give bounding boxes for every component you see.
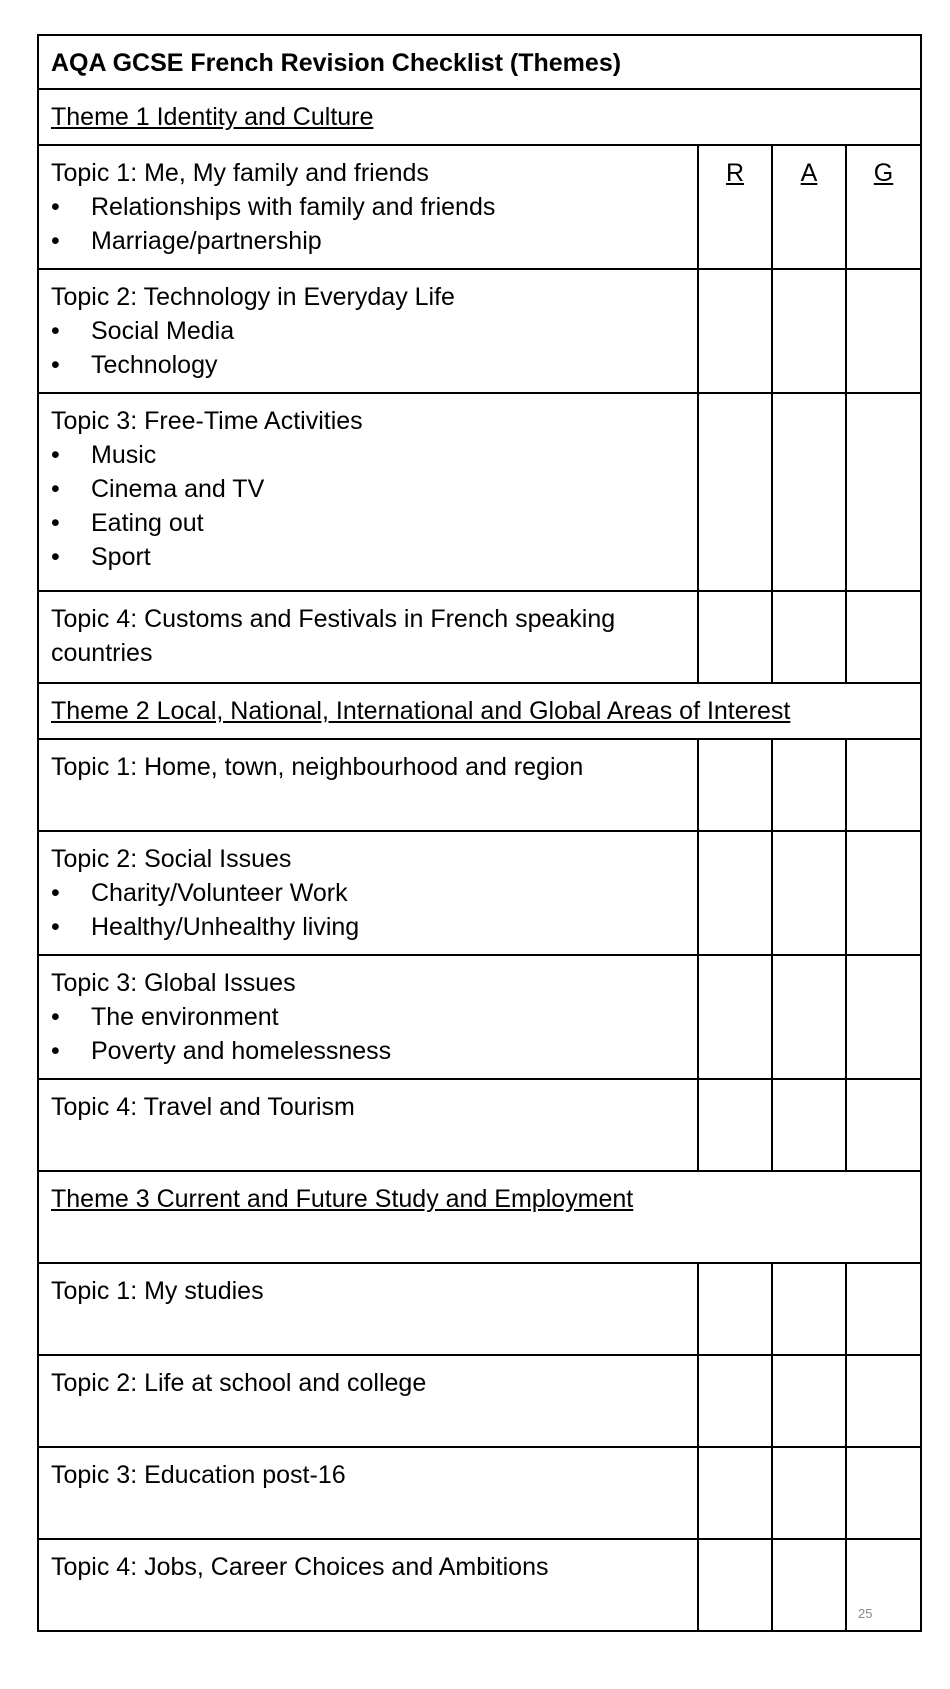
rag-header-green [846,145,921,269]
topic-title: Topic 4: Jobs, Career Choices and Ambitions [51,1553,549,1581]
topic-row [38,955,921,1079]
theme-heading-row [38,1171,921,1263]
rag-cell-red[interactable] [698,269,772,393]
rag-header-amber [772,145,846,269]
rag-cell-green[interactable] [846,1263,921,1355]
rag-header-red [698,145,772,269]
topic-bullet: • Social Media [51,314,685,348]
topic-row [38,831,921,955]
rag-cell-red[interactable] [698,739,772,831]
topic-bullet: • Eating out [51,506,685,540]
topic-row [38,269,921,393]
title-cell [38,35,921,89]
topic-cell [38,1355,698,1447]
topic-cell [38,393,698,591]
topic-cell [38,831,698,955]
topic-row [38,393,921,591]
topic-title: Topic 3: Education post-16 [51,1461,346,1489]
page-number: 25 [858,1606,873,1621]
title-row [38,35,921,89]
topic-title: Topic 2: Social Issues [51,845,292,873]
topic-title: Topic 2: Technology in Everyday Life [51,283,455,311]
revision-checklist-table [37,34,922,1632]
topic-bullet: • Sport [51,540,685,574]
topic-bullet-list [51,1000,685,1068]
rag-cell-green[interactable] [846,955,921,1079]
topic-title: Topic 2: Life at school and college [51,1369,427,1397]
topic-title: Topic 1: Home, town, neighbourhood and region [51,753,584,781]
rag-cell-amber[interactable] [772,1447,846,1539]
theme3-heading-cell [38,1171,921,1263]
rag-header-r-label: R [725,159,745,187]
rag-cell-red[interactable] [698,1263,772,1355]
rag-cell-green[interactable] [846,591,921,683]
topic-bullet-list [51,438,685,574]
rag-cell-red[interactable] [698,393,772,591]
topic-cell [38,269,698,393]
rag-cell-red[interactable] [698,591,772,683]
theme3-heading: Theme 3 Current and Future Study and Employment [51,1185,634,1213]
topic-title: Topic 3: Free-Time Activities [51,407,363,435]
rag-cell-amber[interactable] [772,269,846,393]
topic-bullet: • Marriage/partnership [51,224,685,258]
rag-cell-green[interactable] [846,393,921,591]
topic-title: Topic 3: Global Issues [51,969,296,997]
topic-title: Topic 4: Travel and Tourism [51,1093,355,1121]
rag-cell-green[interactable] [846,1355,921,1447]
topic-bullet-list [51,876,685,944]
theme1-heading-cell [38,89,921,145]
rag-header-g-label: G [873,159,894,187]
topic-bullet-list [51,314,685,382]
theme2-heading: Theme 2 Local, National, International and Global Areas of Interest [51,697,791,725]
rag-cell-green[interactable] [846,1079,921,1171]
topic-title: Topic 1: My studies [51,1277,264,1305]
topic-bullet: • Technology [51,348,685,382]
rag-cell-amber[interactable] [772,1355,846,1447]
topic-row [38,1355,921,1447]
rag-cell-amber[interactable] [772,393,846,591]
topic-cell [38,145,698,269]
rag-cell-green[interactable] [846,739,921,831]
topic-row [38,739,921,831]
rag-cell-amber[interactable] [772,591,846,683]
topic-cell [38,1263,698,1355]
rag-cell-amber[interactable] [772,1263,846,1355]
topic-cell [38,1539,698,1631]
topic-row [38,145,921,269]
topic-bullet: • The environment [51,1000,685,1034]
rag-cell-green[interactable] [846,1447,921,1539]
topic-bullet: • Poverty and homelessness [51,1034,685,1068]
rag-cell-red[interactable] [698,1079,772,1171]
rag-cell-green[interactable] [846,831,921,955]
rag-cell-amber[interactable] [772,831,846,955]
rag-cell-amber[interactable] [772,955,846,1079]
rag-cell-red[interactable] [698,1447,772,1539]
topic-cell [38,739,698,831]
topic-row [38,1263,921,1355]
topic-row [38,1079,921,1171]
rag-cell-amber[interactable] [772,1539,846,1631]
topic-bullet: • Charity/Volunteer Work [51,876,685,910]
topic-bullet: • Cinema and TV [51,472,685,506]
theme-heading-row [38,89,921,145]
topic-cell [38,1079,698,1171]
rag-cell-red[interactable] [698,955,772,1079]
rag-cell-red[interactable] [698,831,772,955]
topic-row [38,1539,921,1631]
checklist-title: AQA GCSE French Revision Checklist (Themes) [51,49,622,77]
rag-header-a-label: A [800,159,818,187]
topic-cell [38,955,698,1079]
rag-cell-amber[interactable] [772,739,846,831]
theme-heading-row [38,683,921,739]
topic-bullet: • Healthy/Unhealthy living [51,910,685,944]
topic-bullet: • Music [51,438,685,472]
theme1-heading: Theme 1 Identity and Culture [51,103,374,131]
topic-row [38,1447,921,1539]
rag-cell-red[interactable] [698,1539,772,1631]
rag-cell-red[interactable] [698,1355,772,1447]
rag-cell-amber[interactable] [772,1079,846,1171]
topic-row [38,591,921,683]
theme2-heading-cell [38,683,921,739]
topic-cell [38,591,698,683]
topic-title: Topic 1: Me, My family and friends [51,159,429,187]
rag-cell-green[interactable] [846,269,921,393]
topic-cell [38,1447,698,1539]
topic-bullet: • Relationships with family and friends [51,190,685,224]
topic-title: Topic 4: Customs and Festivals in French speaking countries [51,605,616,667]
topic-bullet-list [51,190,685,258]
